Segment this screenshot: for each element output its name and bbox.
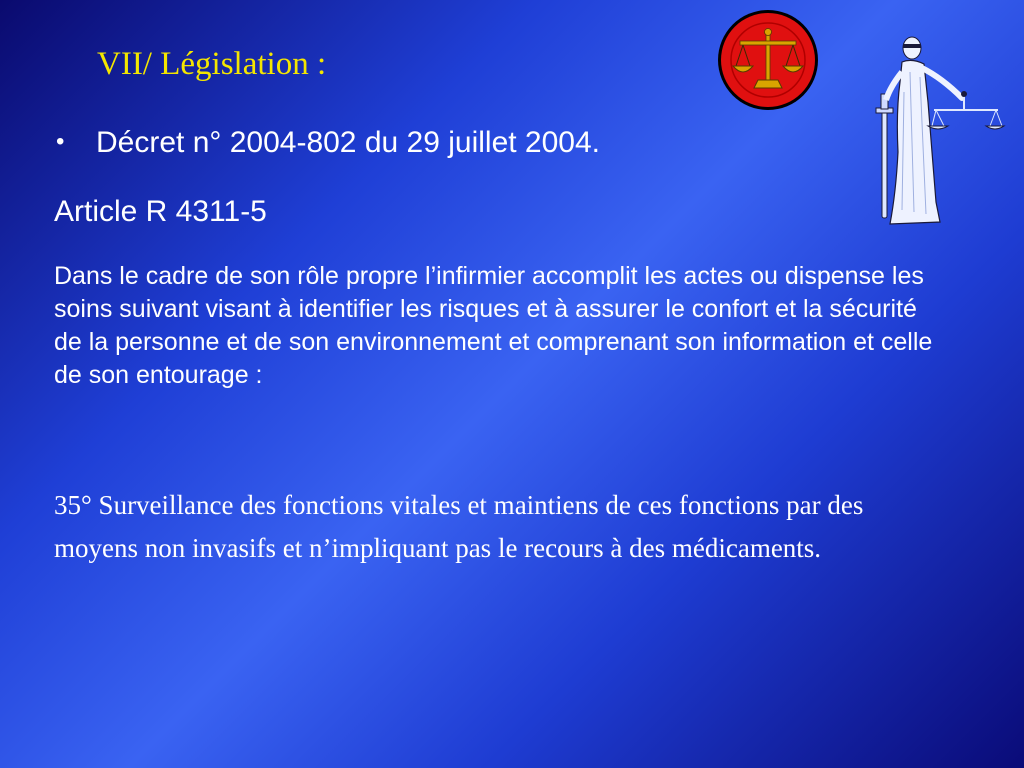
- bullet-marker: •: [56, 128, 65, 155]
- slide-title: VII/ Législation :: [97, 46, 327, 82]
- scales-of-justice-icon: [716, 8, 820, 112]
- decree-reference: Décret n° 2004-802 du 29 juillet 2004.: [96, 126, 601, 159]
- bullet-item: [56, 125, 600, 161]
- article-heading: Article R 4311-5: [54, 195, 267, 228]
- article-paragraph: Dans le cadre de son rôle propre l’infirmier accomplit les actes ou dispense les soins suivant visant à identifier les risques et à assurer le confort et la sécurité de la personne et de son environnement et comprenant son information et celle de son entourage :: [54, 262, 933, 389]
- article-item-35: 35° Surveillance des fonctions vitales et maintiens de ces fonctions par des moyens non invasifs et n’impliquant pas le recours à des médicaments.: [54, 490, 864, 563]
- lady-justice-icon: [866, 32, 1006, 232]
